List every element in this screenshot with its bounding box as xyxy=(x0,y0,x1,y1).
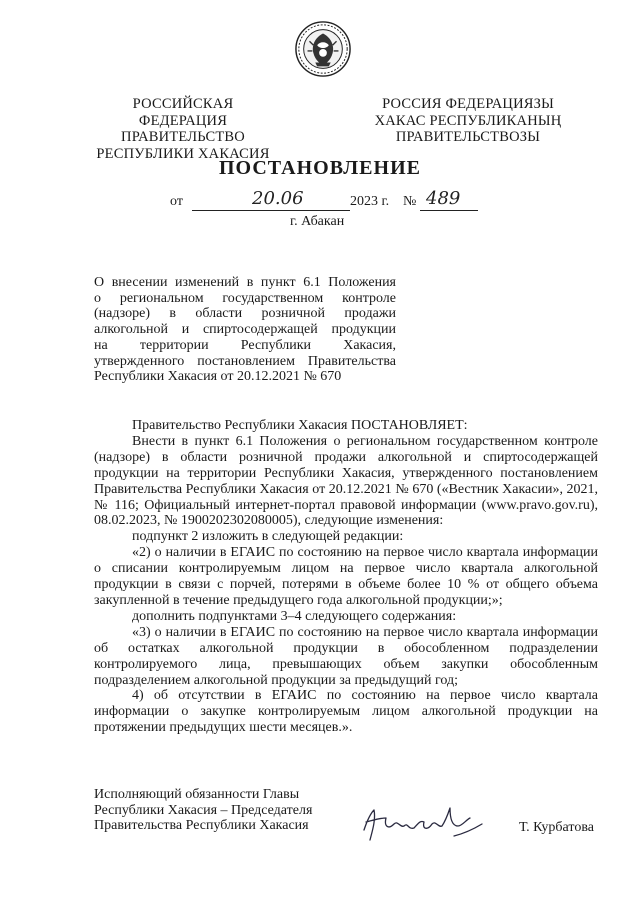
city: г. Абакан xyxy=(290,214,345,229)
header-right-line: ПРАВИТЕЛЬСТВОЗЫ xyxy=(395,129,541,145)
header-right-khakas xyxy=(368,96,568,146)
coat-of-arms-emblem xyxy=(294,20,352,78)
item-intro: подпункт 2 изложить в следующей редакции: xyxy=(132,529,404,545)
subject-line: О внесении изменений в пункт 6.1 Положения xyxy=(94,275,396,290)
date-year: 2023 г. xyxy=(350,194,390,209)
subject-line: о региональном государственном контроле xyxy=(94,290,396,306)
handwritten-signature xyxy=(358,800,498,848)
date-prefix: от xyxy=(170,194,183,209)
header-left-russian xyxy=(88,96,278,162)
subject-line: алкогольной и спиртосодержащей продукции xyxy=(94,322,396,338)
item-intro: дополнить подпунктами 3–4 следующего содержания: xyxy=(132,608,457,624)
signer-name: Т. Курбатова xyxy=(519,820,594,835)
handwritten-date: 20.06 xyxy=(252,188,304,209)
header-right-line: РОССИЯ ФЕДЕРАЦИЯЗЫ xyxy=(382,96,554,112)
subject-line: на территории Республики Хакасия, xyxy=(94,337,396,353)
document-title: ПОСТАНОВЛЕНИЕ xyxy=(219,157,421,179)
item-text: 4) об отсутствии в ЕГАИС по состоянию на первое число квартала информации о закупке контролируемым лицом алкогольной продукции на протяжении предыдущих шести месяцев.». xyxy=(94,688,598,736)
header-right-line: ХАКАС РЕСПУБЛИКАНЫҢ xyxy=(374,112,562,129)
position-line: Республики Хакасия – Председателя xyxy=(94,802,313,818)
preamble: Правительство Республики Хакасия ПОСТАНОВЛЯЕТ: xyxy=(132,418,468,433)
header-left-line: ПРАВИТЕЛЬСТВО xyxy=(121,129,245,145)
header-left-line: РЕСПУБЛИКИ ХАКАСИЯ xyxy=(96,145,270,162)
paragraph-main: Внести в пункт 6.1 Положения о региональном государственном контроле (надзоре) в области розничной продажи алкогольной и спиртосодержащей продукции на территории Республики Хакасия, утвержденного постановлением Правительства Республики Хакасия от 20.12.2021 № 670 («Вестник Хакасии», 2021, № 116; Официальный интернет-портал правовой информации (www.pravo.gov.ru), 08.02.2023, № 1900202302080005), следующие изменения: xyxy=(94,433,598,529)
subject-line: Республики Хакасия от 20.12.2021 № 670 xyxy=(94,369,342,385)
header-left-line: РОССИЙСКАЯ ФЕДЕРАЦИЯ xyxy=(132,96,234,129)
position-line: Правительства Республики Хакасия xyxy=(94,818,309,833)
item-text: «3) о наличии в ЕГАИС по состоянию на первое число квартала информации об остатках алкогольной продукции в обособленном подразделении контролируемого лица, превышающих объем закупки обособленным подразделением алкогольной продукции за предыдущий год; xyxy=(94,624,598,688)
position-line: Исполняющий обязанности Главы xyxy=(94,787,300,802)
signatory-position xyxy=(94,787,334,834)
handwritten-number: 489 xyxy=(426,188,461,209)
document-subject xyxy=(94,275,396,385)
item-text: «2) о наличии в ЕГАИС по состоянию на первое число квартала информации о списании контролируемым лицом на первое число квартала алкогольной продукции в связи с порчей, потерями в объеме более 10 % от общего объема закупленной в течение предыдущего года алкогольной продукции;»; xyxy=(94,545,598,608)
subject-line: утвержденного постановлением Правительства xyxy=(94,353,396,369)
subject-line: (надзоре) в области розничной продажи xyxy=(94,306,396,322)
document-body xyxy=(94,418,598,736)
number-prefix: № xyxy=(403,194,417,209)
date-number-line xyxy=(170,188,490,214)
